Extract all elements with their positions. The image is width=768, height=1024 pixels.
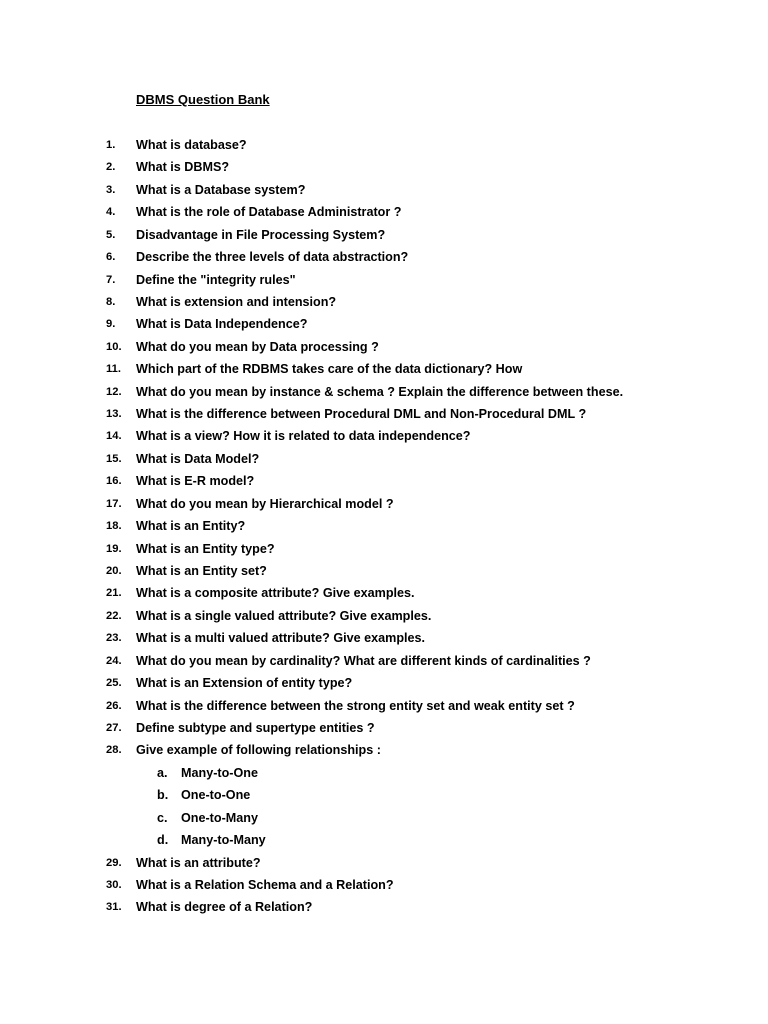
question-text: What is an Entity? [136, 519, 246, 534]
question-text: Give example of following relationships : [136, 743, 381, 758]
sub-item-letter: d. [157, 833, 169, 848]
question-text: What is a single valued attribute? Give examples. [136, 608, 432, 623]
question-number: 7. [106, 273, 116, 286]
question-number: 26. [106, 699, 122, 712]
question-text: What is a view? How it is related to data independence? [136, 429, 471, 444]
question-text: What do you mean by instance & schema ? Explain the difference between these. [136, 384, 624, 399]
question-number: 20. [106, 565, 122, 578]
sub-item-text: Many-to-One [181, 765, 258, 780]
question-text: What is the difference between the strong entity set and weak entity set ? [136, 698, 575, 713]
question-number: 23. [106, 632, 122, 645]
page-title: DBMS Question Bank [136, 92, 270, 107]
question-number: 11. [106, 363, 121, 376]
question-text: What is an Entity type? [136, 541, 275, 556]
question-number: 17. [106, 497, 122, 510]
sub-item-text: One-to-Many [181, 810, 258, 825]
question-number: 25. [106, 677, 122, 690]
question-number: 15. [106, 452, 122, 465]
question-number: 12. [106, 385, 122, 398]
question-text: What is a composite attribute? Give examples. [136, 586, 415, 601]
sub-item-text: Many-to-Many [181, 833, 266, 848]
question-text: What is the difference between Procedural DML and Non-Procedural DML ? [136, 407, 587, 422]
question-number: 31. [106, 901, 122, 914]
question-number: 8. [106, 295, 116, 308]
question-number: 22. [106, 609, 122, 622]
question-text: What is Data Independence? [136, 317, 308, 332]
question-text: What is an Entity set? [136, 564, 267, 579]
question-text: What do you mean by Hierarchical model ? [136, 496, 394, 511]
question-text: What do you mean by Data processing ? [136, 339, 379, 354]
question-number: 18. [106, 520, 122, 533]
question-text: What do you mean by cardinality? What are different kinds of cardinalities ? [136, 653, 591, 668]
question-text: What is a multi valued attribute? Give examples. [136, 631, 426, 646]
question-text: Define the "integrity rules" [136, 272, 296, 287]
question-number: 13. [106, 408, 122, 421]
question-text: What is E-R model? [136, 474, 255, 489]
question-number: 3. [106, 183, 116, 196]
question-text: Which part of the RDBMS takes care of the data dictionary? How [136, 362, 523, 377]
question-number: 9. [106, 318, 116, 331]
question-text: Disadvantage in File Processing System? [136, 227, 386, 242]
question-text: Describe the three levels of data abstraction? [136, 250, 409, 265]
question-text: What is an Extension of entity type? [136, 676, 353, 691]
question-number: 10. [106, 340, 122, 353]
question-text: What is DBMS? [136, 160, 230, 175]
question-number: 2. [106, 161, 116, 174]
question-number: 14. [106, 430, 122, 443]
question-text: What is extension and intension? [136, 294, 337, 309]
sub-item-letter: c. [157, 810, 168, 825]
question-text: What is a Database system? [136, 182, 306, 197]
question-number: 19. [106, 542, 122, 555]
question-text: What is the role of Database Administrator ? [136, 205, 402, 220]
question-number: 4. [106, 206, 116, 219]
question-text: What is Data Model? [136, 451, 260, 466]
question-number: 1. [106, 139, 116, 151]
question-text: What is an attribute? [136, 855, 261, 870]
question-number: 28. [106, 744, 122, 757]
question-number: 27. [106, 721, 122, 734]
question-number: 16. [106, 475, 122, 488]
question-text: What is degree of a Relation? [136, 900, 313, 915]
question-text: Define subtype and supertype entities ? [136, 720, 375, 735]
sub-item-letter: b. [157, 788, 169, 803]
question-text: What is database? [136, 138, 247, 152]
question-number: 21. [106, 587, 122, 600]
question-number: 29. [106, 856, 122, 869]
sub-item-letter: a. [157, 765, 168, 780]
question-number: 30. [106, 878, 122, 891]
question-number: 6. [106, 251, 116, 264]
question-number: 5. [106, 228, 116, 241]
question-text: What is a Relation Schema and a Relation? [136, 877, 394, 892]
sub-item-text: One-to-One [181, 788, 251, 803]
question-number: 24. [106, 654, 122, 667]
